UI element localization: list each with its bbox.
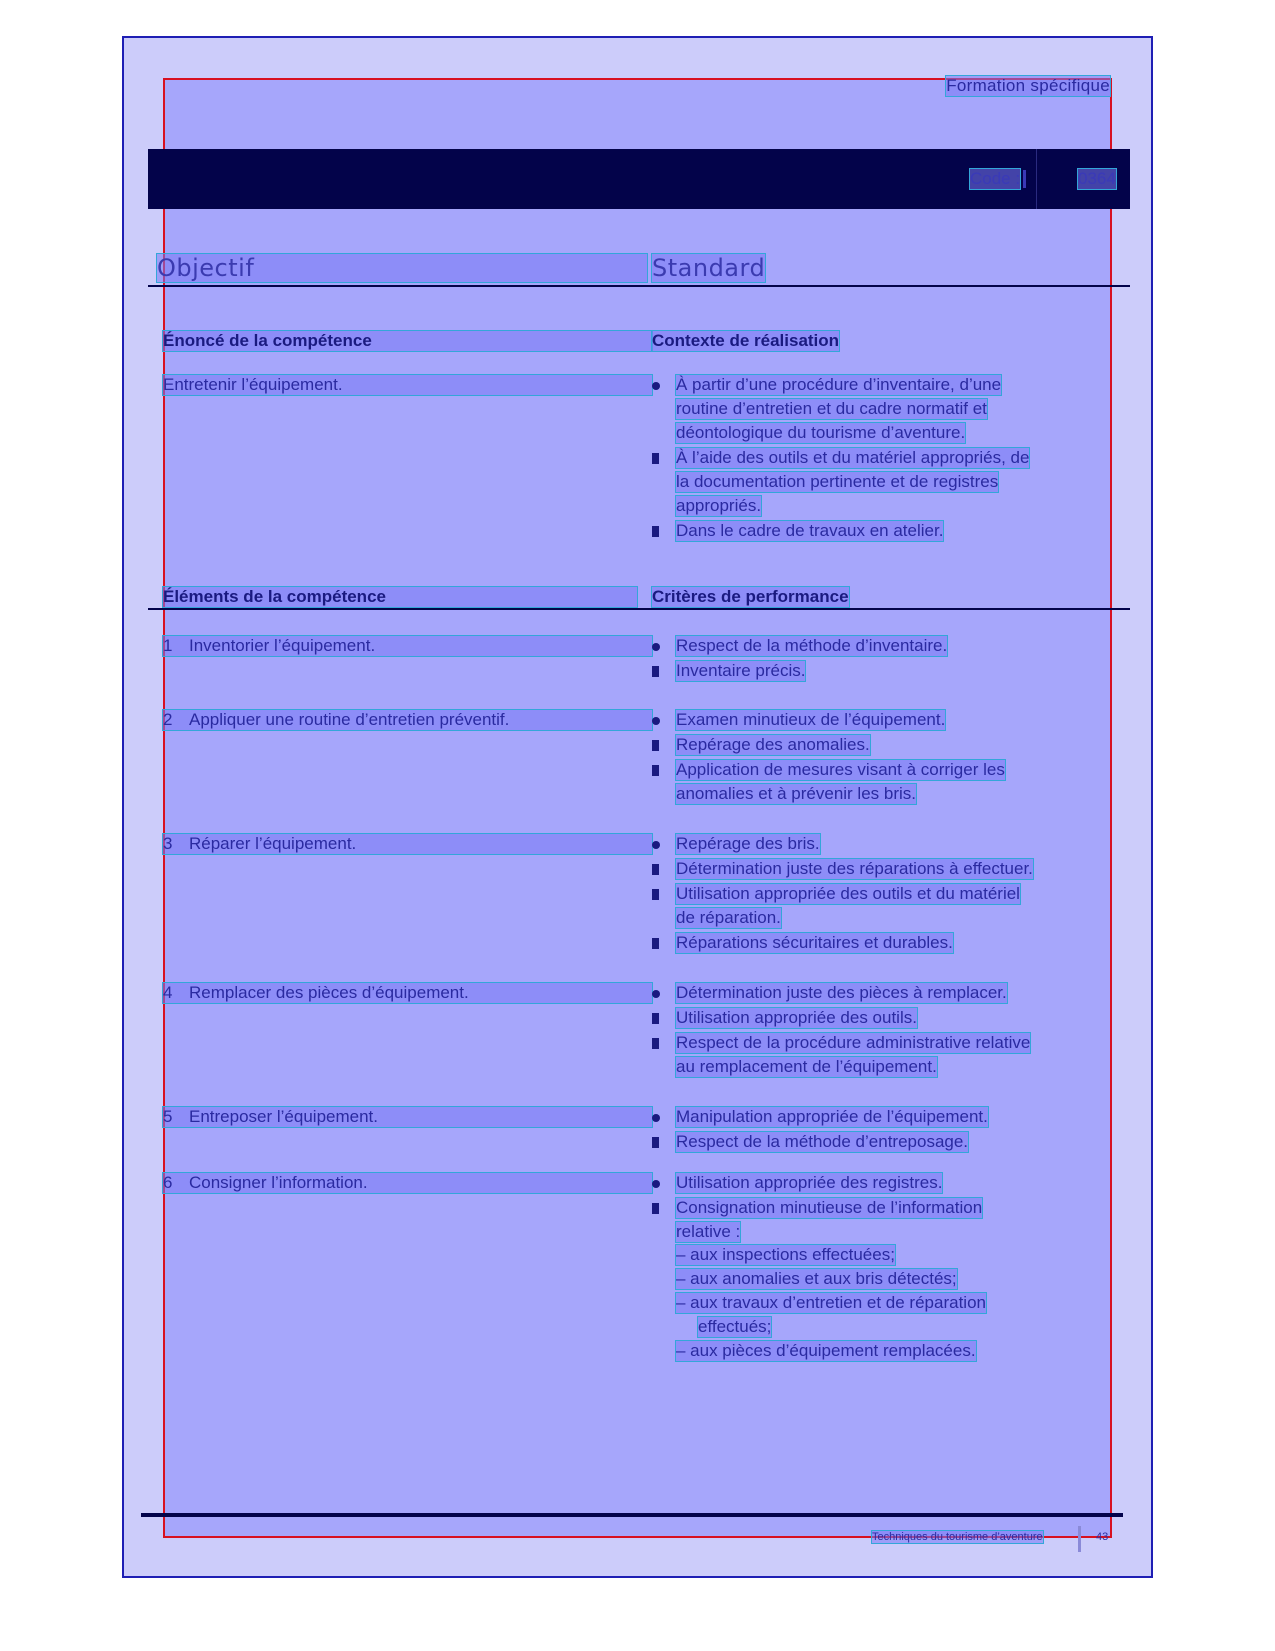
section-label: Formation spécifique: [946, 76, 1110, 95]
header-band-divider: [1036, 149, 1037, 209]
footer-page-number: 43: [1096, 1531, 1109, 1543]
bullet-icon: [652, 1203, 659, 1214]
element-number: 6: [163, 1173, 173, 1192]
element-item: [163, 636, 652, 656]
sub-criterion-line: – aux inspections effectuées;: [676, 1245, 895, 1264]
context-heading: Contexte de réalisation: [652, 331, 840, 350]
competence-statement: Entretenir l’équipement.: [163, 375, 652, 395]
bullet-icon: [652, 1114, 660, 1122]
criterion-line: Repérage des bris.: [676, 834, 820, 853]
criterion-line: Respect de la procédure administrative relative: [676, 1033, 1031, 1052]
element-number: 2: [163, 710, 173, 729]
element-text: Inventorier l’équipement.: [189, 636, 376, 655]
bullet-icon: [652, 1137, 659, 1148]
element-number: 5: [163, 1107, 173, 1126]
bullet-icon: [652, 453, 659, 464]
bullet-icon: [652, 740, 659, 751]
element-item: [163, 1107, 652, 1127]
context-line: appropriés.: [676, 496, 762, 515]
footer-program: Techniques du tourisme d’aventure: [872, 1531, 1043, 1543]
bullet-icon: [652, 1180, 660, 1188]
element-number: 3: [163, 834, 173, 853]
criterion-line: Repérage des anomalies.: [676, 735, 870, 754]
context-line: À l’aide des outils et du matériel appropriés, de: [676, 448, 1030, 467]
sub-criterion-line: – aux travaux d’entretien et de réparation: [676, 1293, 986, 1312]
criterion-line: Respect de la méthode d’inventaire.: [676, 636, 948, 655]
context-line: Dans le cadre de travaux en atelier.: [676, 521, 944, 540]
criterion-line: Inventaire précis.: [676, 661, 806, 680]
bullet-icon: [652, 643, 660, 651]
bullet-icon: [652, 382, 660, 390]
code-label: Code :: [970, 169, 1021, 188]
element-text: Entreposer l’équipement.: [189, 1107, 379, 1126]
context-line: la documentation pertinente et de registres: [676, 472, 999, 491]
code-value: 0364: [1078, 169, 1116, 188]
criteria-heading: Critères de performance: [652, 587, 849, 606]
element-number: 1: [163, 636, 173, 655]
element-item: [163, 710, 652, 730]
competence-heading: Énoncé de la compétence: [163, 331, 652, 351]
bullet-icon: [652, 1038, 659, 1049]
criterion-line: anomalies et à prévenir les bris.: [676, 784, 917, 803]
element-number: 4: [163, 983, 173, 1002]
standard-title: Standard: [652, 254, 766, 282]
criterion-line: Utilisation appropriée des registres.: [676, 1173, 943, 1192]
element-text: Consigner l’information.: [189, 1173, 368, 1192]
criterion-line: Application de mesures visant à corriger les: [676, 760, 1005, 779]
criterion-line: Examen minutieux de l’équipement.: [676, 710, 946, 729]
element-item: [163, 983, 652, 1003]
bullet-icon: [652, 864, 659, 875]
bullet-icon: [652, 765, 659, 776]
criterion-line: Réparations sécuritaires et durables.: [676, 933, 953, 952]
objective-title: Objectif: [157, 254, 647, 282]
footer-separator: [1078, 1526, 1081, 1552]
criterion-line: Utilisation appropriée des outils et du matériel: [676, 884, 1020, 903]
criterion-line: Détermination juste des pièces à remplacer.: [676, 983, 1007, 1002]
criterion-line: Utilisation appropriée des outils.: [676, 1008, 917, 1027]
criterion-line: Respect de la méthode d’entreposage.: [676, 1132, 969, 1151]
bullet-icon: [652, 889, 659, 900]
bullet-icon: [652, 990, 660, 998]
content-area: [163, 78, 1112, 1538]
bullet-icon: [652, 938, 659, 949]
element-text: Réparer l’équipement.: [189, 834, 357, 853]
element-text: Appliquer une routine d’entretien préventif.: [189, 710, 510, 729]
criterion-line: relative :: [676, 1222, 741, 1241]
sub-criterion-line: – aux anomalies et aux bris détectés;: [676, 1269, 957, 1288]
bullet-icon: [652, 841, 660, 849]
criterion-line: Manipulation appropriée de l’équipement.: [676, 1107, 988, 1126]
element-text: Remplacer des pièces d’équipement.: [189, 983, 469, 1002]
context-line: déontologique du tourisme d’aventure.: [676, 423, 966, 442]
bullet-icon: [652, 666, 659, 677]
criterion-line: Détermination juste des réparations à effectuer.: [676, 859, 1033, 878]
criterion-line: de réparation.: [676, 908, 781, 927]
element-item: [163, 834, 652, 854]
bullet-icon: [652, 1013, 659, 1024]
sub-criterion-line: effectués;: [698, 1317, 772, 1336]
context-line: À partir d’une procédure d’inventaire, d’une: [676, 375, 1002, 394]
footer-rule: [141, 1513, 1123, 1517]
code-separator: [1023, 170, 1026, 188]
bullet-icon: [652, 526, 659, 537]
context-line: routine d’entretien et du cadre normatif et: [676, 399, 987, 418]
sub-criterion-line: – aux pièces d’équipement remplacées.: [676, 1341, 976, 1360]
elements-heading: Éléments de la compétence: [163, 587, 637, 607]
elements-rule: [148, 608, 1130, 610]
section-rule: [148, 285, 1130, 287]
criterion-line: Consignation minutieuse de l’information: [676, 1198, 983, 1217]
criterion-line: au remplacement de l’équipement.: [676, 1057, 937, 1076]
bullet-icon: [652, 717, 660, 725]
element-item: [163, 1173, 652, 1193]
